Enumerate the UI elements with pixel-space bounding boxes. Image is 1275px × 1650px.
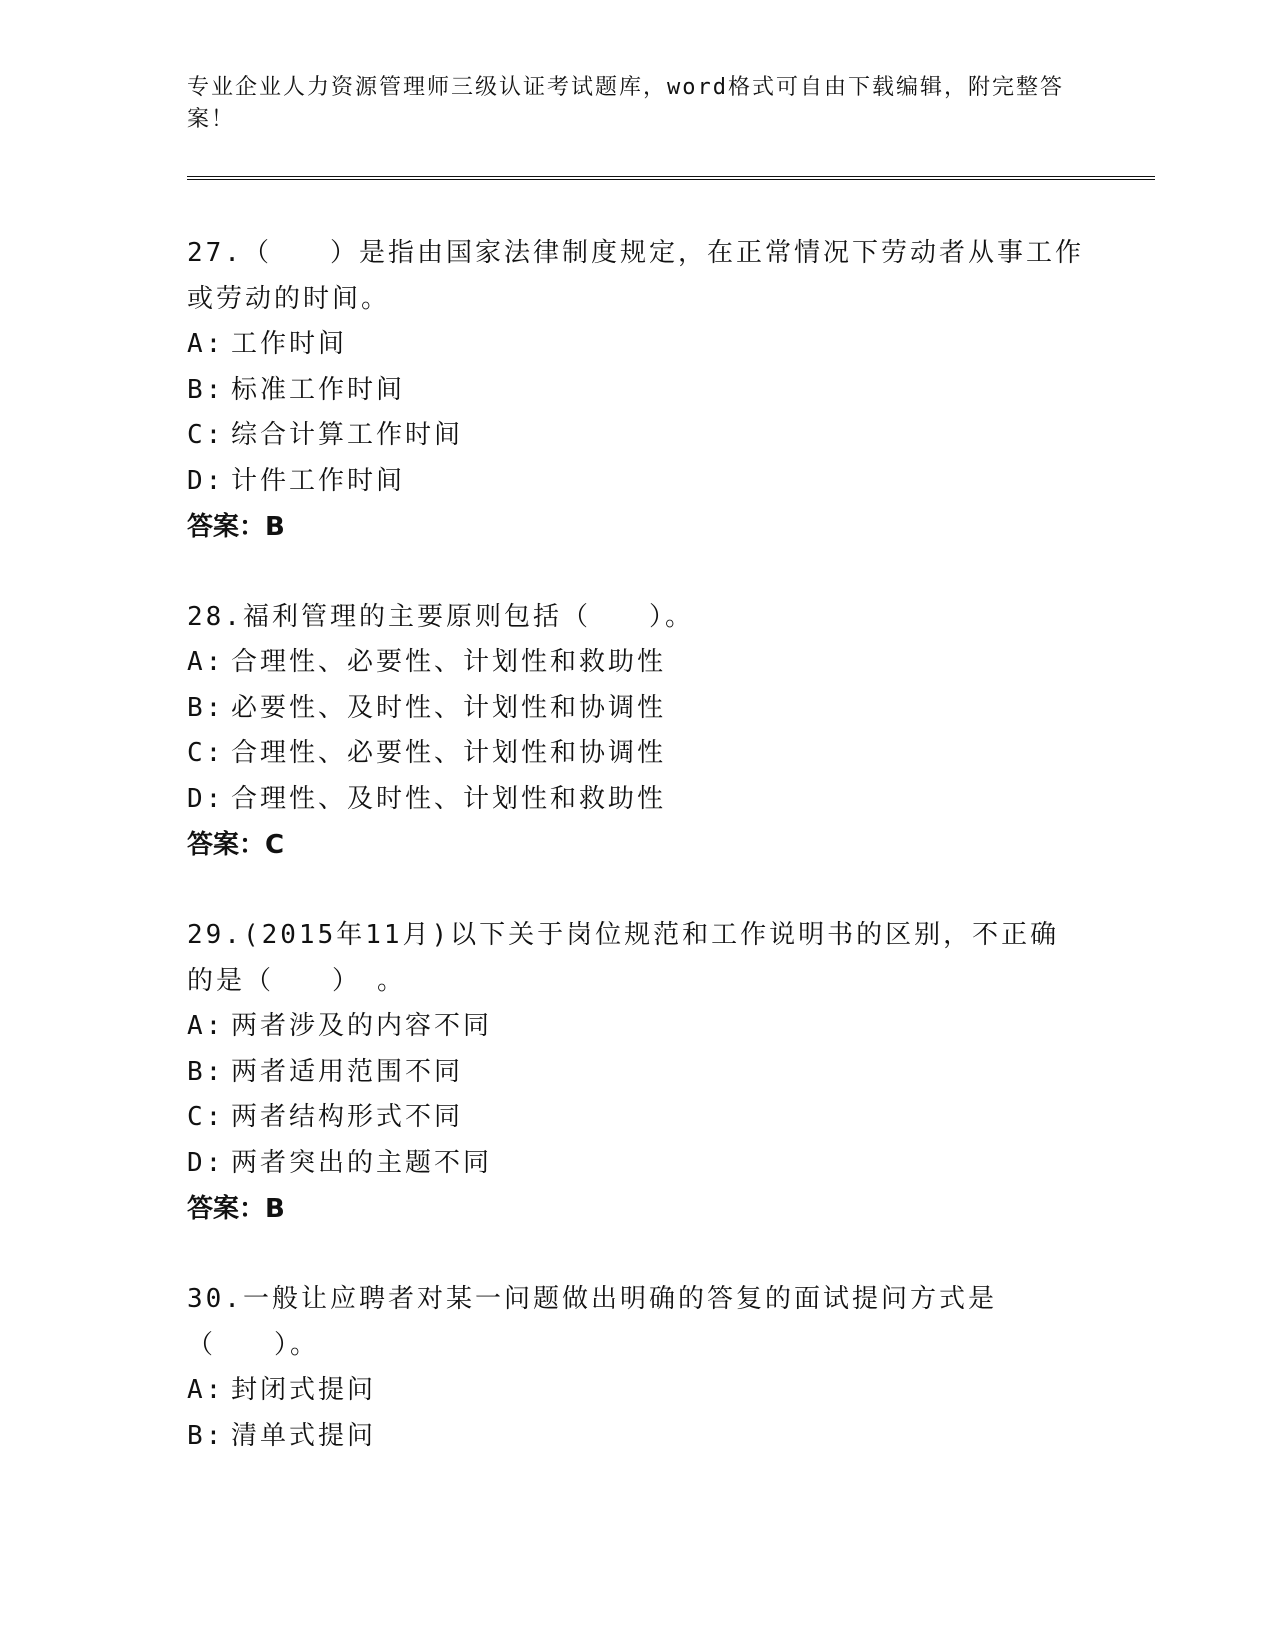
option-text: 工作时间: [231, 329, 348, 359]
answer-line: 答案：B: [187, 512, 285, 542]
option-text: 合理性、必要性、计划性和协调性: [231, 738, 667, 768]
option-letter: B:: [187, 1056, 225, 1087]
option-letter: B:: [187, 1420, 225, 1451]
question-stem: 30.一般让应聘者对某一问题做出明确的答复的面试提问方式是（ ）。: [187, 1284, 997, 1360]
question-28: [187, 594, 1087, 868]
option-b: [187, 368, 1087, 414]
option-a: [187, 1368, 1087, 1414]
option-letter: D:: [187, 465, 225, 496]
double-rule-divider: [187, 176, 1155, 180]
option-letter: A:: [187, 1375, 225, 1405]
option-letter: C:: [187, 738, 225, 768]
option-letter: A:: [187, 1011, 225, 1041]
option-text: 两者涉及的内容不同: [231, 1011, 493, 1041]
option-text: 清单式提问: [231, 1420, 377, 1451]
option-text: 封闭式提问: [231, 1375, 377, 1405]
option-a: [187, 1004, 1087, 1050]
answer-line: 答案：C: [187, 830, 285, 860]
option-text: 必要性、及时性、计划性和协调性: [231, 692, 667, 723]
question-stem: 28.福利管理的主要原则包括（ ）。: [187, 602, 694, 632]
option-letter: C:: [187, 1102, 225, 1132]
option-b: [187, 1414, 1087, 1460]
question-29: [187, 912, 1087, 1232]
question-stem: 29.(2015年11月)以下关于岗位规范和工作说明书的区别，不正确的是（ ） 。: [187, 920, 1060, 996]
option-letter: A:: [187, 647, 225, 677]
option-text: 标准工作时间: [231, 374, 406, 405]
option-d: [187, 459, 1087, 505]
option-letter: D:: [187, 783, 225, 814]
option-letter: A:: [187, 329, 225, 359]
question-27: [187, 230, 1087, 550]
option-d: [187, 777, 1087, 823]
option-letter: D:: [187, 1147, 225, 1178]
question-list: [187, 230, 1087, 1503]
option-text: 合理性、及时性、计划性和救助性: [231, 783, 667, 814]
option-c: [187, 413, 1087, 459]
answer-line: 答案：B: [187, 1194, 285, 1224]
option-letter: B:: [187, 374, 225, 405]
option-text: 合理性、必要性、计划性和救助性: [231, 647, 667, 677]
option-letter: B:: [187, 692, 225, 723]
option-text: 两者适用范围不同: [231, 1056, 464, 1087]
question-stem: 27.（ ）是指由国家法律制度规定，在正常情况下劳动者从事工作或劳动的时间。: [187, 238, 1084, 314]
option-text: 两者突出的主题不同: [231, 1147, 493, 1178]
option-c: [187, 731, 1087, 777]
option-text: 计件工作时间: [231, 465, 406, 496]
option-b: [187, 1050, 1087, 1096]
option-a: [187, 640, 1087, 686]
option-c: [187, 1095, 1087, 1141]
question-30: [187, 1276, 1087, 1459]
option-b: [187, 686, 1087, 732]
option-text: 两者结构形式不同: [231, 1102, 464, 1132]
option-d: [187, 1141, 1087, 1187]
option-a: [187, 322, 1087, 368]
option-text: 综合计算工作时间: [231, 420, 464, 450]
option-letter: C:: [187, 420, 225, 450]
document-intro: 专业企业人力资源管理师三级认证考试题库，word格式可自由下载编辑，附完整答案！: [187, 75, 1064, 132]
